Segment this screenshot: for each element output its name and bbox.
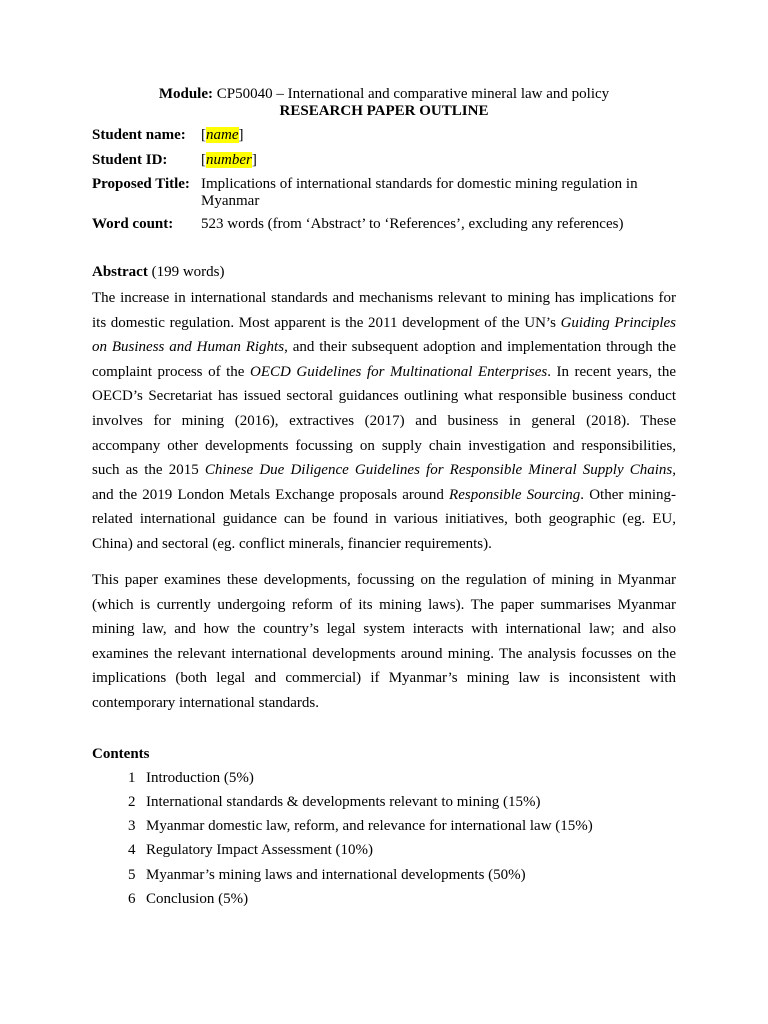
bracket-open: [ <box>201 127 206 143</box>
student-id-label: Student ID: <box>92 152 168 168</box>
italic-title: OECD Guidelines for Multinational Enterprises <box>250 363 548 380</box>
text-span: . Other mining- <box>580 486 677 503</box>
toc-number: 6 <box>128 891 136 907</box>
toc-number: 3 <box>128 818 136 834</box>
toc-number: 1 <box>128 770 136 786</box>
text-span: complaint process of the <box>92 363 250 380</box>
student-name-label: Student name: <box>92 127 186 143</box>
text-line: mining law, and how the country’s legal system interacts with international law; and also <box>92 621 676 638</box>
text-line: (which is currently undergoing reform of its mining laws). The paper summarises Myanmar <box>92 596 676 613</box>
text-span: , and their subsequent adoption and implementation through the <box>284 339 677 356</box>
text-span: . In recent years, the <box>547 363 676 380</box>
module-line <box>0 85 768 103</box>
toc-number: 5 <box>128 867 136 883</box>
text-span: its domestic regulation. Most apparent is the 2011 development of the UN’s <box>92 314 561 331</box>
student-name-value: name <box>206 127 239 143</box>
toc-number: 2 <box>128 794 136 810</box>
proposed-title-line1: Implications of international standards for domestic mining regulation in <box>201 176 638 192</box>
italic-title: Guiding Principles <box>560 314 677 331</box>
student-id-value: number <box>206 152 252 168</box>
text-line: The increase in international standards and mechanisms relevant to mining has implications for <box>92 290 676 306</box>
text-line: contemporary international standards. <box>92 694 320 711</box>
text-line <box>92 483 676 508</box>
abstract-word-count: (199 words) <box>147 264 225 280</box>
italic-title: Responsible Sourcing <box>449 486 581 503</box>
page-title: RESEARCH PAPER OUTLINE <box>279 103 489 119</box>
abstract-paragraph-2 <box>92 568 676 716</box>
proposed-title-label: Proposed Title: <box>92 176 190 192</box>
italic-title: on Business and Human Rights <box>92 339 285 356</box>
toc-item: Regulatory Impact Assessment (10%) <box>146 842 374 858</box>
text-line: China) and sectoral (eg. conflict minerals, financier requirements). <box>92 535 492 552</box>
text-span: such as the 2015 <box>92 462 205 479</box>
text-span: and the 2019 London Metals Exchange proposals around <box>92 486 450 503</box>
text-line: examines the relevant international developments around mining. The analysis focusses on the <box>92 645 676 662</box>
text-line: related international guidance can be found in various initiatives, both geographic (eg. EU, <box>92 511 676 528</box>
word-count-label: Word count: <box>92 216 174 232</box>
text-span: , <box>672 462 676 479</box>
italic-title: Chinese Due Diligence Guidelines for Responsible Mineral Supply Chains <box>204 462 673 479</box>
text-line: implications (both legal and commercial) if Myanmar’s mining law is inconsistent with <box>92 670 676 687</box>
student-id-field <box>201 151 257 169</box>
toc-item: Conclusion (5%) <box>146 891 249 907</box>
toc-item: International standards & developments relevant to mining (15%) <box>146 794 541 810</box>
word-count-value: 523 words (from ‘Abstract’ to ‘References’, excluding any references) <box>201 216 624 232</box>
student-name-field <box>201 126 244 144</box>
toc-item: Introduction (5%) <box>146 770 254 786</box>
text-line <box>92 335 676 360</box>
toc-item: Myanmar’s mining laws and international developments (50%) <box>146 867 526 883</box>
toc-number: 4 <box>128 842 136 858</box>
bracket-close: ] <box>238 127 244 143</box>
abstract-heading <box>92 263 224 281</box>
text-line: OECD’s Secretariat has issued sectoral guidances outlining what responsible business conduct <box>92 388 676 405</box>
abstract-paragraph-1 <box>92 286 676 557</box>
abstract-heading-text: Abstract <box>92 264 148 280</box>
toc-item: Myanmar domestic law, reform, and relevance for international law (15%) <box>146 818 593 834</box>
text-line: involves for mining (2016), extractives (2017) and business in general (2018). These <box>92 412 676 429</box>
bracket-close: ] <box>251 152 257 168</box>
bracket-open: [ <box>201 152 206 168</box>
proposed-title-line2: Myanmar <box>201 193 260 209</box>
text-line: accompany other developments focussing on supply chain investigation and responsibilities, <box>92 437 676 454</box>
module-label: Module: <box>158 86 214 102</box>
contents-heading: Contents <box>92 746 150 762</box>
text-line: This paper examines these developments, focussing on the regulation of mining in Myanmar <box>92 572 676 588</box>
text-line <box>92 311 676 336</box>
module-text: CP50040 – International and comparative mineral law and policy <box>216 86 610 102</box>
text-line <box>92 360 676 385</box>
text-line <box>92 458 676 483</box>
